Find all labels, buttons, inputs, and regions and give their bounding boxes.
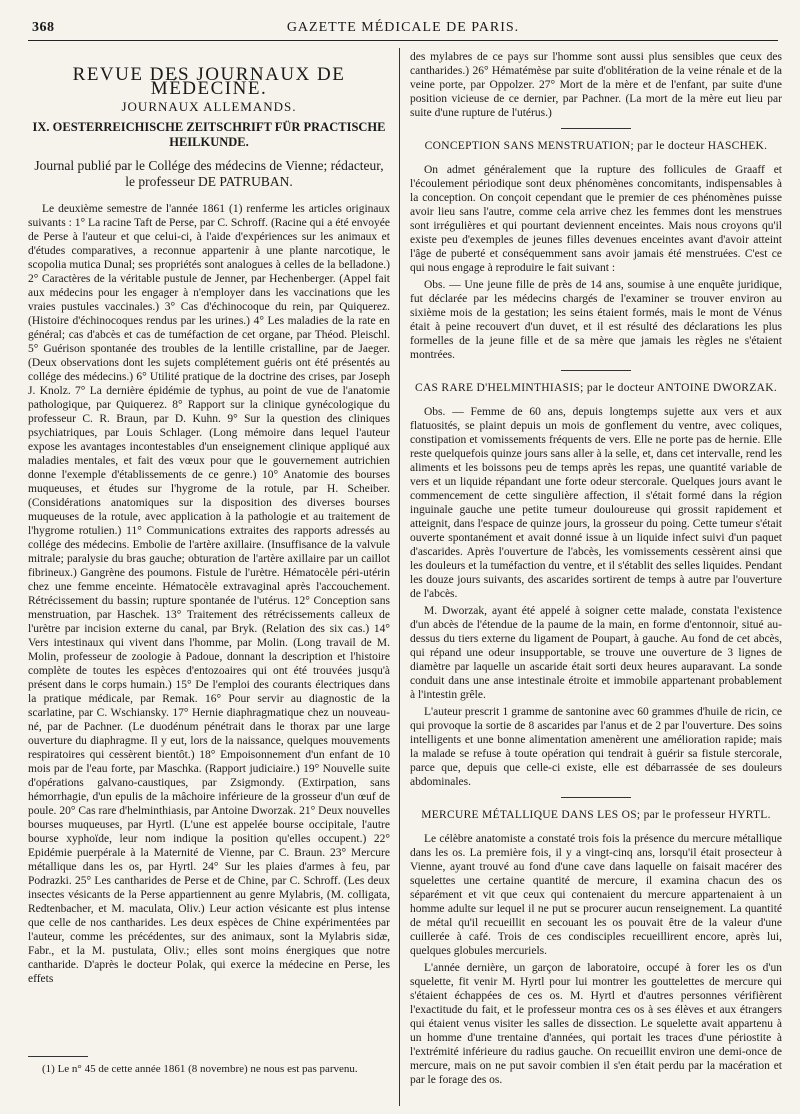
left-column — [28, 50, 390, 1060]
journal-note: Journal publié par le Collége des médecins de Vienne; rédacteur, le professeur DE PATRUBAN. — [34, 158, 384, 189]
column-divider — [399, 48, 400, 1106]
article-heading-conception: CONCEPTION SANS MENSTRUATION; par le docteur HASCHEK. — [424, 140, 768, 152]
paragraph-article-list: Le deuxième semestre de l'année 1861 (1) renferme les articles originaux suivants : 1° La racine Taft de Perse, par C. Schroff. (Racine qui a été envoyée de Perse à l'auteur et que celui-ci, à l'aide d'expériences sur les animaux et d'études comparatives, a reconnue appartenir à une plante narcotique, le scopolia mutica Dunal; ses propriétés sont analogues à celles de la belladone.) 2° Caractères de la véritable pustule de Jenner, par Hechenberger. (Appel fait aux médecins pour les engager à n'employer dans les vaccinations que les vraies pustules vaccinales.) 3° Cas d'échinocoque du rein, par Quiquerez. (Histoire d'échinocoques rendus par les urines.) 4° Les maladies de la rate en général; cas d'abcès et cas de tuméfaction de cet organe, par Théod. Pleischl. 5° Guérison spontanée des troubles de la lentille cristalline, par de Jaeger. (Deux observations dont les sujets complétement guéris ont été présentés au collége des médecins.) 6° Utilité pratique de la doctrine des crises, par Joseph J. Knolz. 7° La dernière épidémie de typhus, au point de vue de l'anatomie pathologique, par Quiquerez. 8° Rapport sur la clinique gynécologique du professeur C. R. Braun, par D. Kuhn. 9° Sur la question des cliniques psychiatriques, par Louis Schlager. (Long mémoire dans lequel l'auteur expose les avantages incontestables d'un enseignement clinique appliqué aux maladies mentales, et fait des vœux pour que le gouvernement autrichien donne l'exemple d'établissements de ce genre.) 10° Anatomie des bourses muqueuses, et études sur l'hygrome de la rotule, par H. Scheiber. (Considérations anatomiques sur la disposition des diverses bourses muqueuses de la rotule, avec application à la pathologie et au traitement de l'hygrome rotulien.) 11° Communications extraites des rapports adressés au collége des médecins. Embolie de l'artère axillaire. (Insuffisance de la valvule mitrale; paralysie du bras gauche; obturation de l'artère axillaire par un caillot fibrineux.) Gangrène des poumons. Fistule de l'urètre. Hématocèle péri-utérin chez une femme enceinte. Hématocèle extravaginal après l'accouchement. Rétrécissement du bassin; rupture spontanée de l'utérus. 12° Conception sans menstruation, par Haschek. 13° Traitement des rétrécissements calleux de l'urètre par incision externe du canal, par Bryk. (Relation des six cas.) 14° Vers intestinaux qui vivent dans l'homme, par Molin. (Long travail de M. Molin, professeur de zoologie à Padoue, donnant la description et l'histoire complète de toutes les espèces d'entozoaires qui ont été trouvées jusqu'à présent dans le corps humain.) 15° De l'emploi des courants électriques dans la pratique médicale, par Remak. 16° Pour servir au diagnostic de la scarlatine, par C. Wschiansky. 17° Hernie diaphragmatique chez un nouveau-né, par de Pachner. (Le duodénum pénétrait dans le thorax par une large ouverture du diaphragme. Il y eut, lors de la naissance, quelques mouvements respiratoires qui cessèrent bientôt.) 18° Empoisonnement d'un enfant de 10 mois par de l'eau forte, par Maschka. (Rapport judiciaire.) 19° Nouvelle suite d'opérations galvano-caustiques, par Zsigmondy. (Extirpation, sans hémorrhagie, d'un epulis de la mâchoire inférieure de la grosseur d'un œuf de poule. 20° Cas rare d'helminthiasis, par Antoine Dworzak. 21° Deux nouvelles bourses muqueuses, par Hyrtl. (L'une est appelée bourse occipitale, l'autre bourse xyphoïde, leur nom indique la position qu'elles occupent.) 22° Epidémie puerpérale à la Maternité de Vienne, par C. Braun. 23° Mercure métallique dans les os, par Hyrtl. 24° Sur les plaies d'armes à feu, par Podrazki. 25° Les cantharides de Perse et de Chine, par C. Schroff. (Les deux insectes vésicants de la Perse appartiennent au genre Mylabris, (M. colligata, Redtenbacher, et M. maculata, Oliv.) Leur action vésicante est plus intense que celle de nos cantharides. Les deux espèces de Chine expérimentées par l'auteur, comme les précédentes, sur des animaux, sont la Mylabris sidæ, Fabr., et la M. pustulata, Oliv.; elles sont moins énergiques que notre cantharide. D'après le docteur Polak, qui exerce la médecine en Perse, les effets — [28, 203, 390, 985]
paragraph-helminthiasis-examination: M. Dworzak, ayant été appelé à soigner cette malade, constata l'existence d'un abcès de l'étendue de la paume de la main, en forme d'entonnoir, situé au-dessus du tiers externe du ligament de Poupart, à gauche. Au fond de cet abcès, qui répand une odeur insupportable, se trouve une ouverture de 3 lignes de diamètre par laquelle un ascaride était sorti deux heures auparavant. La sonde conduit dans une anse intestinale étroite et immobile appartenant probablement à l'intestin grêle. — [410, 605, 782, 701]
footnote: (1) Le n° 45 de cette année 1861 (8 novembre) ne nous est pas parvenu. — [42, 1063, 358, 1075]
right-column — [410, 50, 782, 1100]
section-title: IX. OESTERREICHISCHE ZEITSCHRIFT FÜR PRACTISCHE HEILKUNDE. — [32, 120, 386, 149]
paragraph-conception-intro: On admet généralement que la rupture des follicules de Graaff et l'écoulement périodique sont deux phénomènes concomitants, indispensables à la conception. On conçoit cependant que le premier de ces phénomènes puisse avoir lieu sans l'autre, comme cela arrive chez les femmes dont les menstrues sont irrégulières et qui pourtant deviennent enceintes. Mais nous croyons qu'il existe peu d'exemples de jeunes filles devenues enceintes avant d'avoir atteint l'âge de puberté et conséquemment sans avoir jamais été menstruées. C'est ce qui nous engage à reproduire le fait suivant : — [410, 164, 782, 274]
review-subtitle: JOURNAUX ALLEMANDS. — [121, 99, 297, 114]
paragraph-helminthiasis-obs: Obs. — Femme de 60 ans, depuis longtemps sujette aux vers et aux flatuosités, se plaint depuis un mois de gonflement du ventre, avec coliques, constipation et vomissements fréquents de vers. Elle ne porte pas de hernie. Elle reste quelquefois quinze jours sans aller à la selle, et, dans cet intervalle, rend les aliments et les boissons peu de temps après les repas, une quantité variable de vers et un liquide répandant une forte odeur stercorale. Quelques jours avant le commencement de cette singulière affection, il s'était formé dans la région inguinale gauche une petite tumeur douloureuse qui grossit rapidement et atteignit, dans l'espace de quinze jours, la grosseur du poing. Cette tumeur s'était ouverte spontanément et avait donné issue à un liquide infect suivi d'un paquet d'ascarides. Après l'ouverture de l'abcès, les vomissements cessèrent ainsi que les douleurs et la tuméfaction du ventre, et il s'établit des selles liquides. Pendant les douze jours suivants, des ascarides sortirent de temps à autre par l'ouverture de l'abcès. — [410, 406, 782, 600]
page-header — [28, 18, 778, 41]
page-number: 368 — [32, 20, 55, 35]
footnote-rule — [28, 1056, 88, 1057]
separator-rule — [561, 797, 631, 798]
article-heading-helminthiasis: CAS RARE D'HELMINTHIASIS; par le docteur ANTOINE DWORZAK. — [414, 382, 777, 394]
paragraph-conception-obs: Obs. — Une jeune fille de près de 14 ans, soumise à une enquête juridique, fut déclarée par les médecins chargés de l'examiner se trouver environ au sixième mois de la gestation; les seins étaient formés, mais le mont de Vénus était à peine recouvert d'un duvet, et il est résulté des déclarations les plus formelles de la jeune fille et de sa mère que jamais les règles ne s'étaient montrées. — [410, 279, 782, 361]
review-title: REVUE DES JOURNAUX DE MÉDECINE. — [72, 64, 346, 99]
running-title: GAZETTE MÉDICALE DE PARIS. — [286, 20, 520, 35]
paragraph-mercury-second: L'année dernière, un garçon de laboratoire, occupé à forer les os d'un squelette, fit venir M. Hyrtl pour lui montrer les gouttelettes de mercure qui s'étaient échappées de ces os. M. Hyrtl et d'autres personnes vérifièrent l'exactitude du fait, et le professeur montra ces os à ses élèves et aux étrangers qui étaient venus visiter les salles de dissection. Le squelette avait appartenu à un homme d'une trentaine d'années, qui portait les traces d'une périostite à l'extrémité inférieure du radius gauche. On recueillit environ une demi-once de mercure, mais on ne put savoir combien il s'en était perdu par la macération et par le forage des os. — [410, 962, 782, 1086]
paragraph-continuation: des mylabres de ce pays sur l'homme sont aussi plus sensibles que ceux des cantharides.) 26° Hématémèse par suite d'oblitération de la veine rénale et de la veine porte, par Oppolzer. 27° Mort de la mère et de l'enfant, par suite d'une position vicieuse de ce dernier, par Pachner. (La mort de la mère eut lieu par suite d'une rupture de l'utérus.) — [410, 51, 782, 119]
separator-rule — [561, 370, 631, 371]
paragraph-mercury-first: Le célèbre anatomiste a constaté trois fois la présence du mercure métallique dans les os. La première fois, il y a vingt-cinq ans, lorsqu'il était prosecteur à Vienne, ayant trouvé au fond d'une cave dans laquelle on faisait macérer des squelettes une certaine quantité de mercure, il examina chacun des os séparément et vit que ceux qui contenaient du mercure appartenaient à un homme adulte sur lequel il ne put se procurer aucun renseignement. La quantité de métal qu'il recueillit en secouant les os pouvait être de la valeur d'une cuillerée à café. Trois de ces condisciples recueillirent encore, après lui, quelques globules mercuriels. — [410, 833, 782, 957]
separator-rule — [561, 128, 631, 129]
paragraph-helminthiasis-treatment: L'auteur prescrit 1 gramme de santonine avec 60 grammes d'huile de ricin, ce qui provoque la sortie de 8 ascarides par l'anus et de 2 par l'ouverture. Des soins intelligents et une bonne alimentation amenèrent une amélioration rapide; mais la malade se refuse à toute opération qui tendrait à guérir sa fistule stercorale, parce que, depuis que celle-ci existe, elle est débarrassée de ses douleurs abdominales. — [410, 706, 782, 788]
article-heading-mercury: MERCURE MÉTALLIQUE DANS LES OS; par le professeur HYRTL. — [421, 809, 771, 821]
